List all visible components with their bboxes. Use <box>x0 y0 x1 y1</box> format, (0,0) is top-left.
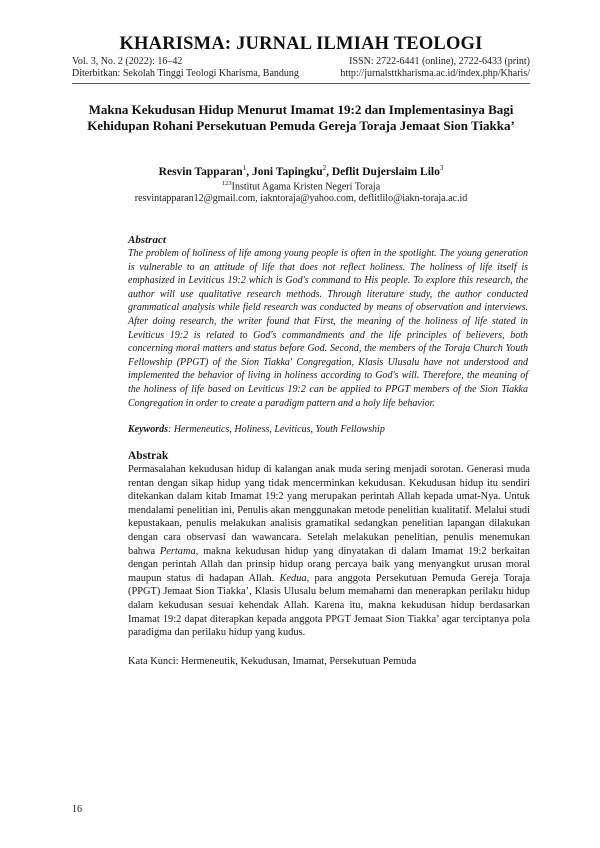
abstrak-text <box>128 463 530 640</box>
affiliation <box>72 180 530 192</box>
journal-meta-row-1 <box>72 56 530 67</box>
abstrak-text-part: Permasalahan kekudusan hidup di kalangan anak muda sering menjadi sorotan. Generasi muda rentan dengan sikap hidup yang tidak mencerminkan kekudusan. Kekudusan hidup itu sendiri ditekankan dalam kitab Imamat 19:2 yang merupakan perintah Allah kepada umat-Nya. Untuk mendalami penelitian ini, Penulis akan menggunakan metode penelitian kualitatif. Melalui studi kepustakaan, penulis melakukan analisis gramatikal sedangkan penelitian lapangan dilakukan dengan cara observasi dan wawancara. Setelah melakukan penelitian, penulis menemukan bahwa <box>128 464 530 557</box>
affiliation-name: Institut Agama Kristen Negeri Toraja <box>231 181 381 193</box>
article-title: Makna Kekudusan Hidup Menurut Imamat 19:2 dan Implementasinya Bagi Kehidupan Rohani Persekutuan Pemuda Gereja Toraja Jemaat Sion Tiakka’ <box>87 102 515 133</box>
abstrak-emphasis: Kedua <box>279 572 307 584</box>
author-separator: , <box>326 165 332 178</box>
journal-url[interactable]: http://jurnalsttkharisma.ac.id/index.php/Kharis/ <box>340 68 530 79</box>
abstract-heading: Abstract <box>128 234 166 246</box>
volume-info: Vol. 3, No. 2 (2022): 16–42 <box>72 56 183 67</box>
journal-meta-row-2 <box>72 68 530 79</box>
keywords-label: Keywords <box>128 424 168 435</box>
author-name: Resvin Tapparan <box>158 165 243 178</box>
journal-title: KHARISMA: JURNAL ILMIAH TEOLOGI <box>119 34 483 54</box>
abstrak-text-part: , para anggota Persekutuan Pemuda Gereja Toraja (PPGT) Jemaat Sion Tiakka’, Klasis Ulusalu belum memahami dan menerapkan perilaku hidup dalam kekudusan sesuai kehendak Allah. Karena itu, makna kekudusan hidup berdasarkan Imamat 19:2 dapat diterapkan kepada anggota PPGT Jemaat Sion Tiakka’ agar terciptanya pola paradigma dan perilaku hidup yang kudus. <box>128 572 530 639</box>
issn-info: ISSN: 2722-6441 (online), 2722-6433 (print) <box>349 56 530 67</box>
keywords-list: : Hermeneutics, Holiness, Leviticus, Youth Fellowship <box>168 424 385 435</box>
author-name: Deflit Dujerslaim Lilo <box>331 165 440 178</box>
author-affiliation-mark: 2 <box>322 164 327 172</box>
author-list <box>72 164 530 178</box>
abstrak-text-part: , makna kekudusan hidup yang dinyatakan di dalam Imamat 19:2 berkaitan dengan perintah Allah dan prinsip hidup orang percaya baik yang menyangkut urusan moral maupun status di hadapan Allah. <box>128 545 531 584</box>
author-emails[interactable]: resvintapparan12@gmail.com, iakntoraja@yahoo.com, deflitlilo@iakn-toraja.ac.id <box>134 193 468 204</box>
publisher-info: Diterbitkan: Sekolah Tinggi Teologi Kharisma, Bandung <box>72 68 299 79</box>
author-name: Joni Tapingku <box>251 165 323 178</box>
header-divider <box>72 83 530 84</box>
author-separator: , <box>246 165 252 178</box>
author-affiliation-mark: 3 <box>439 164 444 172</box>
abstrak-heading: Abstrak <box>128 450 169 462</box>
keywords <box>128 424 528 435</box>
page-number: 16 <box>72 804 82 815</box>
author-affiliation-mark: 1 <box>242 164 247 172</box>
abstrak-section <box>128 449 530 640</box>
affiliation-mark: 123 <box>221 180 232 187</box>
kata-kunci: Kata Kunci: Hermeneutik, Kekudusan, Imamat, Persekutuan Pemuda <box>128 656 417 667</box>
abstract-text: The problem of holiness of life among young people is often in the spotlight. The young generation is vulnerable to an attitude of life that does not reflect holiness. The holiness of life itself is emphasized in Leviticus 19:2 which is God's command to His people. To explore this research, the author will use qualitative research methods. Through literature study, the author conducted grammatical analysis while field research was conducted by means of observation and interviews. After doing research, the writer found that First, the meaning of the holiness of life stated in Leviticus 19:2 is related to God's commandments and the life principles of believers, both concerning moral matters and status before God. Second, the members of the Toraja Church Youth Fellowship (PPGT) of the Sion Tiakka' Congregation, Klasis Ulusalu have not understood and implemented the behavior of living in holiness according to God's will. Therefore, the meaning of the holiness of life based on Leviticus 19:2 can be applied to PPGT members of the Sion Tiakka Congregation in order to create a paradigm pattern and a holy life behavior. <box>128 248 528 409</box>
abstract-section <box>128 234 528 410</box>
abstrak-emphasis: Pertama <box>159 545 196 557</box>
